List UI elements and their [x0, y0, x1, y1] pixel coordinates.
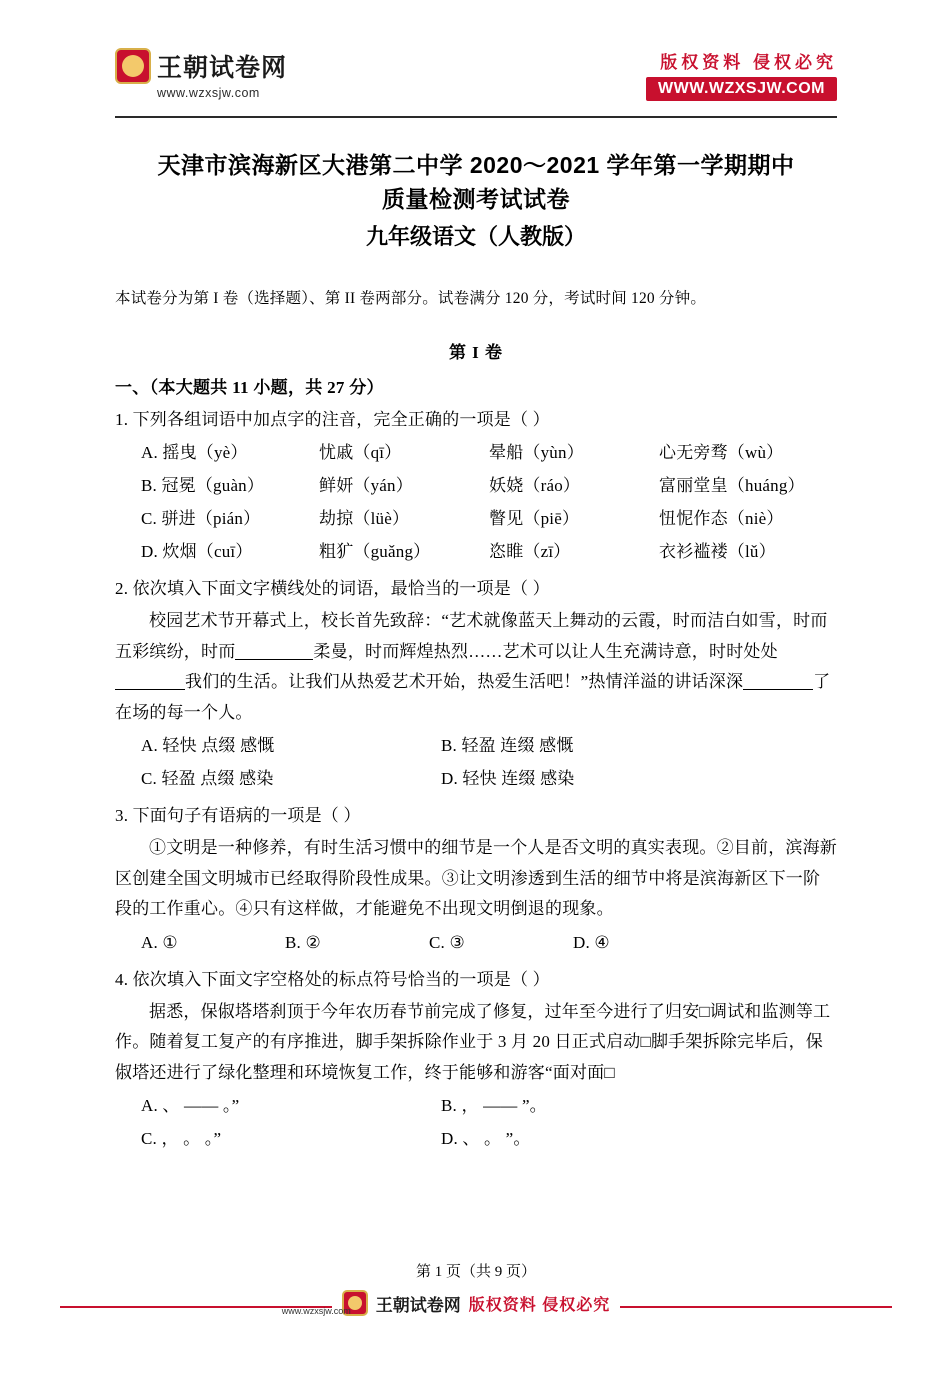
option-a-1[interactable]: A. 摇曳（yè）	[141, 443, 248, 462]
option-c-2[interactable]: 劫掠（lüè）	[319, 509, 410, 528]
option-b[interactable]: B. ， —— ”。	[441, 1096, 547, 1115]
document-page	[0, 38, 952, 1385]
option-b-1[interactable]: B. 冠冕（guàn）	[141, 476, 265, 495]
option-d-3[interactable]: 恣睢（zī）	[489, 542, 571, 561]
footer-inner	[281, 1290, 620, 1316]
option-a[interactable]: A. 、 —— 。”	[141, 1096, 240, 1115]
site-logo	[115, 48, 287, 100]
question-1-text: 下列各组词语中加点字的注音，完全正确的一项是（ ）	[132, 410, 550, 429]
question-3-stem	[115, 801, 837, 831]
seal-icon	[115, 48, 151, 84]
question-1-row-b	[115, 470, 837, 501]
question-1-row-d	[115, 536, 837, 567]
option-b[interactable]: B. ②	[285, 932, 321, 952]
option-c-1[interactable]: C. 骈进（pián）	[141, 509, 261, 528]
brand-url: WWW.WZXSJW.COM	[646, 77, 837, 101]
option-a-2[interactable]: 忧戚（qī）	[319, 443, 402, 462]
footer-brand-url: www.wzxsjw.com	[281, 1306, 351, 1316]
option-d-4[interactable]: 衣衫褴褛（lǔ）	[659, 542, 776, 561]
option-b[interactable]: B. 轻盈 连缀 感慨	[441, 736, 574, 755]
option-d-2[interactable]: 粗犷（guǎng）	[319, 542, 431, 561]
passage-seg-b: 柔曼，时而辉煌热烈……艺术可以让人生充满诗意，时时处处	[313, 641, 778, 661]
option-c[interactable]: C. ， 。 。”	[141, 1129, 222, 1148]
question-2-passage	[115, 606, 837, 728]
question-4-number: 4.	[115, 969, 129, 989]
question-2-text: 依次填入下面文字横线处的词语，最恰当的一项是（ ）	[132, 579, 550, 598]
page-number: 第 1 页（共 9 页）	[415, 1264, 536, 1280]
option-c[interactable]: C. ③	[429, 932, 465, 952]
question-4-text: 依次填入下面文字空格处的标点符号恰当的一项是（ ）	[132, 969, 550, 989]
exam-instructions: 本试卷分为第 I 卷（选择题）、第 II 卷两部分。试卷满分 120 分，考试时间 120 分钟。	[115, 290, 707, 307]
option-d[interactable]: D. ④	[573, 932, 610, 952]
option-d[interactable]: D. 轻快 连缀 感染	[441, 769, 575, 788]
question-4-row-1	[115, 1090, 837, 1121]
option-a-4[interactable]: 心无旁骛（wù）	[659, 443, 784, 462]
question-2-number: 2.	[115, 579, 129, 598]
page-subtitle: 九年级语文（人教版）	[365, 224, 586, 249]
logo-row	[115, 48, 287, 84]
passage-seg-a: 校园艺术节开幕式上，校长首先致辞：“艺术就像蓝天上舞动的云霞，时而洁白如雪，时而五彩缤纷，时而	[115, 611, 828, 661]
footer-brand-name: 王朝试卷网	[375, 1295, 461, 1315]
question-4-row-2	[115, 1123, 837, 1154]
question-2-row-1	[115, 730, 837, 761]
question-3-text: 下面句子有语病的一项是（ ）	[132, 806, 361, 825]
fill-blank-2[interactable]	[115, 689, 185, 690]
question-3-number: 3.	[115, 806, 129, 825]
question-2-row-2	[115, 763, 837, 794]
header-divider	[115, 116, 837, 118]
passage-seg-c: 我们的生活。让我们从热爱艺术开始，热爱生活吧！”热情洋溢的讲话深深	[185, 672, 744, 691]
question-3-passage: ①文明是一种修养，有时生活习惯中的细节是一个人是否文明的真实表现。②目前，滨海新区创建全国文明城市已经取得阶段性成果。③让文明渗透到生活的细节中将是滨海新区下一阶段的工作重心。④只有这样做，才能避免不出现文明倒退的现象。	[115, 838, 837, 918]
question-4-passage: 据悉，保俶塔塔刹顶于今年农历春节前完成了修复，过年至今进行了归安□调试和监测等工作。随着复工复产的有序推进，脚手架拆除作业于 3 月 20 日正式启动□脚手架拆除完毕后，保俶塔还进行了绿化整理和环境恢复工作，终于能够和游客“面对面□	[115, 1001, 831, 1082]
question-1-number: 1.	[115, 410, 129, 429]
question-3-options	[115, 927, 837, 958]
passage-seg-d: 了在场的每一个人。	[115, 672, 831, 722]
option-b-4[interactable]: 富丽堂皇（huáng）	[659, 476, 805, 495]
title-line-1: 天津市滨海新区大港第二中学 2020～2021 学年第一学期期中	[157, 152, 795, 178]
option-d-1[interactable]: D. 炊烟（cuī）	[141, 542, 253, 561]
option-a[interactable]: A. 轻快 点缀 感慨	[141, 736, 275, 755]
question-1-row-c	[115, 503, 837, 534]
logo-name: 王朝试卷网	[157, 54, 288, 82]
option-c-4[interactable]: 忸怩作态（niè）	[659, 509, 784, 528]
option-b-2[interactable]: 鲜妍（yán）	[319, 476, 413, 495]
footer-copyright-tag: 版权资料 侵权必究	[468, 1296, 611, 1314]
option-d[interactable]: D. 、 。 ”。	[441, 1129, 531, 1148]
question-4-stem	[115, 965, 837, 995]
fill-blank-3[interactable]	[743, 689, 813, 690]
option-b-3[interactable]: 妖娆（ráo）	[489, 476, 581, 495]
question-2-stem	[115, 574, 837, 604]
option-c[interactable]: C. 轻盈 点缀 感染	[141, 769, 274, 788]
footer-brand	[0, 1290, 952, 1316]
brand-block	[646, 48, 837, 101]
page-header	[115, 38, 837, 110]
page-title	[115, 148, 837, 216]
option-c-3[interactable]: 瞥见（piē）	[489, 509, 580, 528]
logo-url: www.wzxsjw.com	[157, 86, 260, 100]
copyright-tag: 版权资料 侵权必究	[660, 52, 837, 72]
fill-blank-1[interactable]	[235, 659, 313, 660]
question-1-stem	[115, 405, 837, 435]
question-1-row-a	[115, 437, 837, 468]
option-a-3[interactable]: 晕船（yùn）	[489, 443, 584, 462]
title-line-2: 质量检测考试试卷	[382, 186, 570, 212]
section-heading: 第 I 卷	[448, 343, 504, 362]
option-a[interactable]: A. ①	[141, 932, 178, 952]
part-one-heading: 一、（本大题共 11 小题，共 27 分）	[115, 378, 384, 397]
